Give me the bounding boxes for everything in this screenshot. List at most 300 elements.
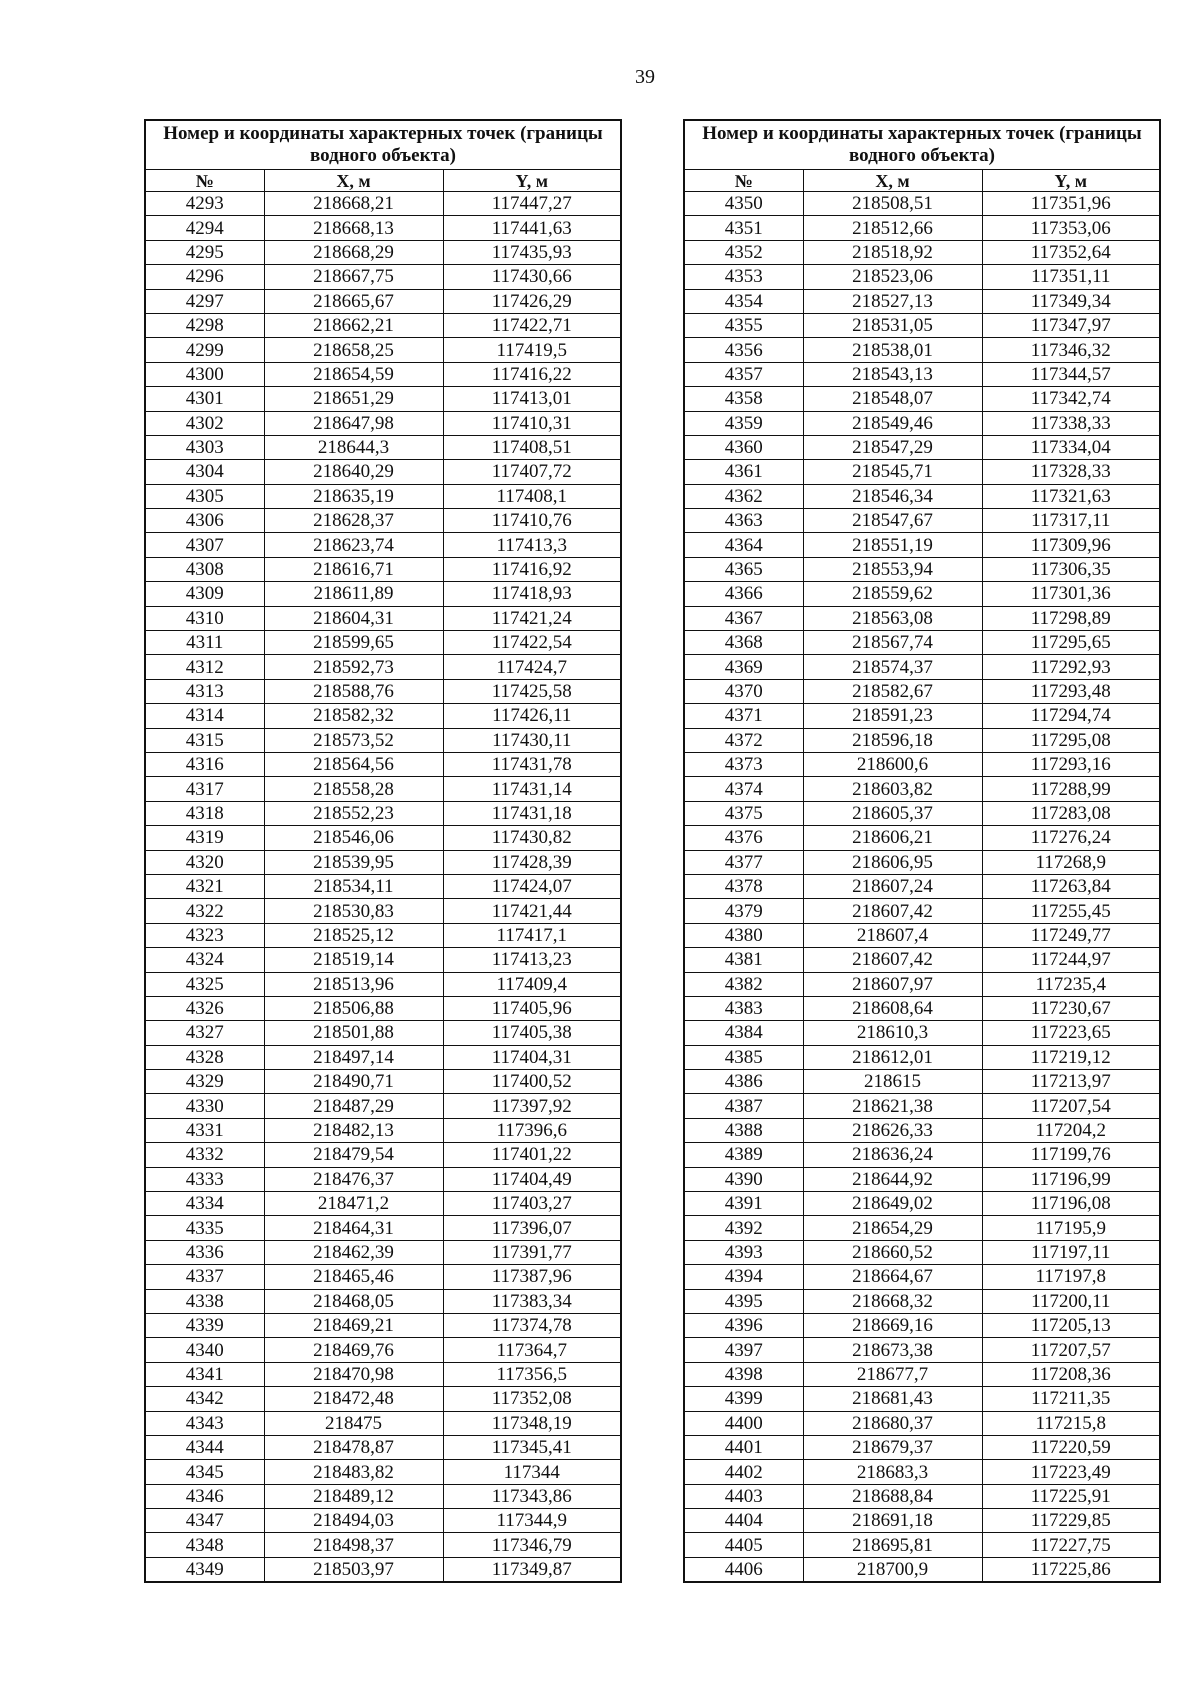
table-row bbox=[684, 801, 1160, 825]
point-number-cell: 4309 bbox=[145, 582, 264, 606]
y-coordinate-cell: 117387,96 bbox=[443, 1265, 621, 1289]
x-coordinate-cell: 218668,32 bbox=[803, 1289, 982, 1313]
y-coordinate-cell: 117407,72 bbox=[443, 460, 621, 484]
x-coordinate-cell: 218628,37 bbox=[264, 509, 443, 533]
y-coordinate-cell: 117346,79 bbox=[443, 1533, 621, 1557]
point-number-cell: 4389 bbox=[684, 1143, 803, 1167]
table-row bbox=[684, 240, 1160, 264]
point-number-cell: 4338 bbox=[145, 1289, 264, 1313]
x-coordinate-cell: 218508,51 bbox=[803, 192, 982, 216]
y-coordinate-cell: 117404,31 bbox=[443, 1045, 621, 1069]
y-coordinate-cell: 117197,8 bbox=[982, 1265, 1160, 1289]
x-coordinate-cell: 218651,29 bbox=[264, 387, 443, 411]
table-row bbox=[684, 1484, 1160, 1508]
point-number-cell: 4368 bbox=[684, 631, 803, 655]
point-number-cell: 4294 bbox=[145, 216, 264, 240]
point-number-cell: 4296 bbox=[145, 265, 264, 289]
point-number-cell: 4327 bbox=[145, 1021, 264, 1045]
x-coordinate-cell: 218610,3 bbox=[803, 1021, 982, 1045]
point-number-cell: 4387 bbox=[684, 1094, 803, 1118]
x-coordinate-cell: 218479,54 bbox=[264, 1143, 443, 1167]
point-number-cell: 4310 bbox=[145, 606, 264, 630]
x-coordinate-cell: 218582,32 bbox=[264, 704, 443, 728]
point-number-cell: 4324 bbox=[145, 948, 264, 972]
x-coordinate-cell: 218506,88 bbox=[264, 996, 443, 1020]
y-coordinate-cell: 117328,33 bbox=[982, 460, 1160, 484]
x-coordinate-cell: 218611,89 bbox=[264, 582, 443, 606]
y-coordinate-cell: 117353,06 bbox=[982, 216, 1160, 240]
table-row bbox=[684, 1289, 1160, 1313]
point-number-cell: 4331 bbox=[145, 1118, 264, 1142]
point-number-cell: 4317 bbox=[145, 777, 264, 801]
y-coordinate-cell: 117430,66 bbox=[443, 265, 621, 289]
column-header-number: № bbox=[145, 170, 264, 192]
x-coordinate-cell: 218673,38 bbox=[803, 1338, 982, 1362]
x-coordinate-cell: 218668,29 bbox=[264, 240, 443, 264]
point-number-cell: 4402 bbox=[684, 1460, 803, 1484]
x-coordinate-cell: 218644,92 bbox=[803, 1167, 982, 1191]
point-number-cell: 4313 bbox=[145, 679, 264, 703]
y-coordinate-cell: 117338,33 bbox=[982, 411, 1160, 435]
x-coordinate-cell: 218668,13 bbox=[264, 216, 443, 240]
y-coordinate-cell: 117223,49 bbox=[982, 1460, 1160, 1484]
point-number-cell: 4406 bbox=[684, 1557, 803, 1582]
x-coordinate-cell: 218546,06 bbox=[264, 826, 443, 850]
point-number-cell: 4379 bbox=[684, 899, 803, 923]
table-row bbox=[145, 1021, 621, 1045]
x-coordinate-cell: 218545,71 bbox=[803, 460, 982, 484]
x-coordinate-cell: 218543,13 bbox=[803, 362, 982, 386]
table-row bbox=[145, 655, 621, 679]
x-coordinate-cell: 218607,24 bbox=[803, 874, 982, 898]
table-row bbox=[145, 826, 621, 850]
x-coordinate-cell: 218615 bbox=[803, 1070, 982, 1094]
point-number-cell: 4315 bbox=[145, 728, 264, 752]
table-row bbox=[145, 1338, 621, 1362]
point-number-cell: 4303 bbox=[145, 435, 264, 459]
y-coordinate-cell: 117416,92 bbox=[443, 557, 621, 581]
table-row bbox=[684, 1265, 1160, 1289]
table-row bbox=[145, 606, 621, 630]
x-coordinate-cell: 218539,95 bbox=[264, 850, 443, 874]
table-row bbox=[145, 1216, 621, 1240]
table-row bbox=[684, 826, 1160, 850]
x-coordinate-cell: 218612,01 bbox=[803, 1045, 982, 1069]
table-row bbox=[684, 972, 1160, 996]
y-coordinate-cell: 117344,57 bbox=[982, 362, 1160, 386]
point-number-cell: 4376 bbox=[684, 826, 803, 850]
table-row bbox=[145, 1167, 621, 1191]
table-title: Номер и координаты характерных точек (границы водного объекта) bbox=[684, 120, 1160, 170]
point-number-cell: 4363 bbox=[684, 509, 803, 533]
point-number-cell: 4341 bbox=[145, 1362, 264, 1386]
point-number-cell: 4375 bbox=[684, 801, 803, 825]
table-row bbox=[145, 1118, 621, 1142]
x-coordinate-cell: 218668,21 bbox=[264, 192, 443, 216]
table-row bbox=[684, 1460, 1160, 1484]
table-row bbox=[145, 1240, 621, 1264]
point-number-cell: 4386 bbox=[684, 1070, 803, 1094]
y-coordinate-cell: 117396,6 bbox=[443, 1118, 621, 1142]
point-number-cell: 4381 bbox=[684, 948, 803, 972]
y-coordinate-cell: 117351,11 bbox=[982, 265, 1160, 289]
table-row bbox=[684, 1362, 1160, 1386]
point-number-cell: 4329 bbox=[145, 1070, 264, 1094]
table-row bbox=[684, 1338, 1160, 1362]
y-coordinate-cell: 117317,11 bbox=[982, 509, 1160, 533]
y-coordinate-cell: 117207,54 bbox=[982, 1094, 1160, 1118]
x-coordinate-cell: 218487,29 bbox=[264, 1094, 443, 1118]
x-coordinate-cell: 218530,83 bbox=[264, 899, 443, 923]
y-coordinate-cell: 117225,86 bbox=[982, 1557, 1160, 1582]
point-number-cell: 4356 bbox=[684, 338, 803, 362]
y-coordinate-cell: 117408,1 bbox=[443, 484, 621, 508]
x-coordinate-cell: 218468,05 bbox=[264, 1289, 443, 1313]
table-row bbox=[684, 582, 1160, 606]
y-coordinate-cell: 117416,22 bbox=[443, 362, 621, 386]
point-number-cell: 4366 bbox=[684, 582, 803, 606]
x-coordinate-cell: 218621,38 bbox=[803, 1094, 982, 1118]
y-coordinate-cell: 117199,76 bbox=[982, 1143, 1160, 1167]
table-row bbox=[684, 1387, 1160, 1411]
y-coordinate-cell: 117410,31 bbox=[443, 411, 621, 435]
y-coordinate-cell: 117431,78 bbox=[443, 752, 621, 776]
x-coordinate-cell: 218644,3 bbox=[264, 435, 443, 459]
table-row bbox=[145, 1411, 621, 1435]
point-number-cell: 4318 bbox=[145, 801, 264, 825]
x-coordinate-cell: 218626,33 bbox=[803, 1118, 982, 1142]
x-coordinate-cell: 218469,76 bbox=[264, 1338, 443, 1362]
table-row bbox=[684, 752, 1160, 776]
y-coordinate-cell: 117223,65 bbox=[982, 1021, 1160, 1045]
y-coordinate-cell: 117309,96 bbox=[982, 533, 1160, 557]
y-coordinate-cell: 117348,19 bbox=[443, 1411, 621, 1435]
table-row bbox=[145, 1435, 621, 1459]
y-coordinate-cell: 117352,64 bbox=[982, 240, 1160, 264]
table-row bbox=[684, 1557, 1160, 1582]
x-coordinate-cell: 218662,21 bbox=[264, 313, 443, 337]
x-coordinate-cell: 218636,24 bbox=[803, 1143, 982, 1167]
y-coordinate-cell: 117405,96 bbox=[443, 996, 621, 1020]
y-coordinate-cell: 117410,76 bbox=[443, 509, 621, 533]
y-coordinate-cell: 117408,51 bbox=[443, 435, 621, 459]
point-number-cell: 4345 bbox=[145, 1460, 264, 1484]
point-number-cell: 4300 bbox=[145, 362, 264, 386]
table-row bbox=[145, 509, 621, 533]
point-number-cell: 4311 bbox=[145, 631, 264, 655]
table-row bbox=[145, 1192, 621, 1216]
y-coordinate-cell: 117298,89 bbox=[982, 606, 1160, 630]
point-number-cell: 4343 bbox=[145, 1411, 264, 1435]
table-row bbox=[145, 874, 621, 898]
x-coordinate-cell: 218600,6 bbox=[803, 752, 982, 776]
table-row bbox=[145, 338, 621, 362]
table-row bbox=[684, 1313, 1160, 1337]
x-coordinate-cell: 218478,87 bbox=[264, 1435, 443, 1459]
point-number-cell: 4401 bbox=[684, 1435, 803, 1459]
y-coordinate-cell: 117244,97 bbox=[982, 948, 1160, 972]
coordinates-table-left bbox=[144, 119, 622, 1583]
point-number-cell: 4399 bbox=[684, 1387, 803, 1411]
table-row bbox=[145, 948, 621, 972]
y-coordinate-cell: 117292,93 bbox=[982, 655, 1160, 679]
x-coordinate-cell: 218616,71 bbox=[264, 557, 443, 581]
table-row bbox=[145, 557, 621, 581]
x-coordinate-cell: 218647,98 bbox=[264, 411, 443, 435]
x-coordinate-cell: 218503,97 bbox=[264, 1557, 443, 1582]
point-number-cell: 4348 bbox=[145, 1533, 264, 1557]
y-coordinate-cell: 117405,38 bbox=[443, 1021, 621, 1045]
y-coordinate-cell: 117441,63 bbox=[443, 216, 621, 240]
table-row bbox=[145, 704, 621, 728]
x-coordinate-cell: 218469,21 bbox=[264, 1313, 443, 1337]
y-coordinate-cell: 117344 bbox=[443, 1460, 621, 1484]
point-number-cell: 4335 bbox=[145, 1216, 264, 1240]
y-coordinate-cell: 117321,63 bbox=[982, 484, 1160, 508]
point-number-cell: 4307 bbox=[145, 533, 264, 557]
table-row bbox=[684, 655, 1160, 679]
point-number-cell: 4297 bbox=[145, 289, 264, 313]
y-coordinate-cell: 117197,11 bbox=[982, 1240, 1160, 1264]
x-coordinate-cell: 218667,75 bbox=[264, 265, 443, 289]
x-coordinate-cell: 218553,94 bbox=[803, 557, 982, 581]
table-row bbox=[684, 777, 1160, 801]
table-row bbox=[145, 533, 621, 557]
table-row bbox=[145, 728, 621, 752]
x-coordinate-cell: 218563,08 bbox=[803, 606, 982, 630]
y-coordinate-cell: 117235,4 bbox=[982, 972, 1160, 996]
y-coordinate-cell: 117225,91 bbox=[982, 1484, 1160, 1508]
x-coordinate-cell: 218519,14 bbox=[264, 948, 443, 972]
x-coordinate-cell: 218559,62 bbox=[803, 582, 982, 606]
y-coordinate-cell: 117403,27 bbox=[443, 1192, 621, 1216]
table-row bbox=[145, 1289, 621, 1313]
y-coordinate-cell: 117196,99 bbox=[982, 1167, 1160, 1191]
table-row bbox=[145, 996, 621, 1020]
x-coordinate-cell: 218658,25 bbox=[264, 338, 443, 362]
table-row bbox=[684, 1509, 1160, 1533]
x-coordinate-cell: 218489,12 bbox=[264, 1484, 443, 1508]
y-coordinate-cell: 117428,39 bbox=[443, 850, 621, 874]
x-coordinate-cell: 218608,64 bbox=[803, 996, 982, 1020]
y-coordinate-cell: 117204,2 bbox=[982, 1118, 1160, 1142]
x-coordinate-cell: 218501,88 bbox=[264, 1021, 443, 1045]
y-coordinate-cell: 117430,11 bbox=[443, 728, 621, 752]
y-coordinate-cell: 117431,18 bbox=[443, 801, 621, 825]
table-row bbox=[684, 362, 1160, 386]
table-body bbox=[684, 192, 1160, 1583]
point-number-cell: 4378 bbox=[684, 874, 803, 898]
table-row bbox=[145, 1387, 621, 1411]
point-number-cell: 4373 bbox=[684, 752, 803, 776]
x-coordinate-cell: 218546,34 bbox=[803, 484, 982, 508]
x-coordinate-cell: 218700,9 bbox=[803, 1557, 982, 1582]
y-coordinate-cell: 117417,1 bbox=[443, 923, 621, 947]
x-coordinate-cell: 218588,76 bbox=[264, 679, 443, 703]
point-number-cell: 4337 bbox=[145, 1265, 264, 1289]
x-coordinate-cell: 218677,7 bbox=[803, 1362, 982, 1386]
table-row bbox=[145, 1045, 621, 1069]
y-coordinate-cell: 117404,49 bbox=[443, 1167, 621, 1191]
column-header-x: X, м bbox=[803, 170, 982, 192]
table-row bbox=[145, 265, 621, 289]
x-coordinate-cell: 218527,13 bbox=[803, 289, 982, 313]
y-coordinate-cell: 117263,84 bbox=[982, 874, 1160, 898]
point-number-cell: 4312 bbox=[145, 655, 264, 679]
y-coordinate-cell: 117374,78 bbox=[443, 1313, 621, 1337]
x-coordinate-cell: 218531,05 bbox=[803, 313, 982, 337]
y-coordinate-cell: 117249,77 bbox=[982, 923, 1160, 947]
point-number-cell: 4333 bbox=[145, 1167, 264, 1191]
y-coordinate-cell: 117213,97 bbox=[982, 1070, 1160, 1094]
table-row bbox=[145, 777, 621, 801]
y-coordinate-cell: 117230,67 bbox=[982, 996, 1160, 1020]
point-number-cell: 4330 bbox=[145, 1094, 264, 1118]
table-row bbox=[684, 338, 1160, 362]
table-row bbox=[145, 679, 621, 703]
table-row bbox=[684, 1143, 1160, 1167]
point-number-cell: 4388 bbox=[684, 1118, 803, 1142]
point-number-cell: 4372 bbox=[684, 728, 803, 752]
x-coordinate-cell: 218471,2 bbox=[264, 1192, 443, 1216]
y-coordinate-cell: 117356,5 bbox=[443, 1362, 621, 1386]
point-number-cell: 4352 bbox=[684, 240, 803, 264]
point-number-cell: 4397 bbox=[684, 1338, 803, 1362]
y-coordinate-cell: 117425,58 bbox=[443, 679, 621, 703]
x-coordinate-cell: 218547,67 bbox=[803, 509, 982, 533]
y-coordinate-cell: 117447,27 bbox=[443, 192, 621, 216]
point-number-cell: 4358 bbox=[684, 387, 803, 411]
y-coordinate-cell: 117276,24 bbox=[982, 826, 1160, 850]
x-coordinate-cell: 218582,67 bbox=[803, 679, 982, 703]
point-number-cell: 4383 bbox=[684, 996, 803, 1020]
x-coordinate-cell: 218548,07 bbox=[803, 387, 982, 411]
page-number: 39 bbox=[635, 66, 655, 88]
table-title: Номер и координаты характерных точек (границы водного объекта) bbox=[145, 120, 621, 170]
y-coordinate-cell: 117430,82 bbox=[443, 826, 621, 850]
point-number-cell: 4314 bbox=[145, 704, 264, 728]
x-coordinate-cell: 218691,18 bbox=[803, 1509, 982, 1533]
point-number-cell: 4369 bbox=[684, 655, 803, 679]
point-number-cell: 4339 bbox=[145, 1313, 264, 1337]
y-coordinate-cell: 117351,96 bbox=[982, 192, 1160, 216]
x-coordinate-cell: 218498,37 bbox=[264, 1533, 443, 1557]
y-coordinate-cell: 117207,57 bbox=[982, 1338, 1160, 1362]
point-number-cell: 4301 bbox=[145, 387, 264, 411]
x-coordinate-cell: 218604,31 bbox=[264, 606, 443, 630]
table-row bbox=[684, 509, 1160, 533]
x-coordinate-cell: 218640,29 bbox=[264, 460, 443, 484]
y-coordinate-cell: 117227,75 bbox=[982, 1533, 1160, 1557]
y-coordinate-cell: 117211,35 bbox=[982, 1387, 1160, 1411]
y-coordinate-cell: 117409,4 bbox=[443, 972, 621, 996]
table-row bbox=[684, 1411, 1160, 1435]
x-coordinate-cell: 218464,31 bbox=[264, 1216, 443, 1240]
point-number-cell: 4353 bbox=[684, 265, 803, 289]
x-coordinate-cell: 218591,23 bbox=[803, 704, 982, 728]
table-row bbox=[684, 192, 1160, 216]
x-coordinate-cell: 218681,43 bbox=[803, 1387, 982, 1411]
point-number-cell: 4295 bbox=[145, 240, 264, 264]
point-number-cell: 4334 bbox=[145, 1192, 264, 1216]
y-coordinate-cell: 117431,14 bbox=[443, 777, 621, 801]
y-coordinate-cell: 117413,01 bbox=[443, 387, 621, 411]
table-row bbox=[684, 728, 1160, 752]
y-coordinate-cell: 117219,12 bbox=[982, 1045, 1160, 1069]
point-number-cell: 4321 bbox=[145, 874, 264, 898]
table-row bbox=[684, 923, 1160, 947]
x-coordinate-cell: 218607,4 bbox=[803, 923, 982, 947]
point-number-cell: 4357 bbox=[684, 362, 803, 386]
y-coordinate-cell: 117294,74 bbox=[982, 704, 1160, 728]
point-number-cell: 4382 bbox=[684, 972, 803, 996]
point-number-cell: 4346 bbox=[145, 1484, 264, 1508]
x-coordinate-cell: 218606,95 bbox=[803, 850, 982, 874]
x-coordinate-cell: 218549,46 bbox=[803, 411, 982, 435]
x-coordinate-cell: 218523,06 bbox=[803, 265, 982, 289]
x-coordinate-cell: 218654,29 bbox=[803, 1216, 982, 1240]
y-coordinate-cell: 117422,71 bbox=[443, 313, 621, 337]
x-coordinate-cell: 218665,67 bbox=[264, 289, 443, 313]
x-coordinate-cell: 218525,12 bbox=[264, 923, 443, 947]
column-header-y: Y, м bbox=[982, 170, 1160, 192]
x-coordinate-cell: 218465,46 bbox=[264, 1265, 443, 1289]
y-coordinate-cell: 117215,8 bbox=[982, 1411, 1160, 1435]
y-coordinate-cell: 117283,08 bbox=[982, 801, 1160, 825]
table-row bbox=[145, 240, 621, 264]
table-row bbox=[145, 801, 621, 825]
table-row bbox=[145, 289, 621, 313]
table-row bbox=[145, 362, 621, 386]
y-coordinate-cell: 117396,07 bbox=[443, 1216, 621, 1240]
x-coordinate-cell: 218551,19 bbox=[803, 533, 982, 557]
y-coordinate-cell: 117435,93 bbox=[443, 240, 621, 264]
table-row bbox=[684, 387, 1160, 411]
x-coordinate-cell: 218482,13 bbox=[264, 1118, 443, 1142]
table-row bbox=[145, 216, 621, 240]
point-number-cell: 4371 bbox=[684, 704, 803, 728]
table-row bbox=[145, 1484, 621, 1508]
x-coordinate-cell: 218497,14 bbox=[264, 1045, 443, 1069]
y-coordinate-cell: 117401,22 bbox=[443, 1143, 621, 1167]
table-row bbox=[145, 460, 621, 484]
x-coordinate-cell: 218475 bbox=[264, 1411, 443, 1435]
x-coordinate-cell: 218680,37 bbox=[803, 1411, 982, 1435]
table-row bbox=[684, 606, 1160, 630]
point-number-cell: 4319 bbox=[145, 826, 264, 850]
point-number-cell: 4347 bbox=[145, 1509, 264, 1533]
table-row bbox=[145, 582, 621, 606]
point-number-cell: 4342 bbox=[145, 1387, 264, 1411]
table-row bbox=[684, 874, 1160, 898]
x-coordinate-cell: 218669,16 bbox=[803, 1313, 982, 1337]
table-row bbox=[684, 899, 1160, 923]
table-row bbox=[684, 850, 1160, 874]
point-number-cell: 4328 bbox=[145, 1045, 264, 1069]
y-coordinate-cell: 117344,9 bbox=[443, 1509, 621, 1533]
table-row bbox=[684, 1045, 1160, 1069]
table-row bbox=[684, 948, 1160, 972]
x-coordinate-cell: 218607,97 bbox=[803, 972, 982, 996]
table-row bbox=[684, 996, 1160, 1020]
x-coordinate-cell: 218635,19 bbox=[264, 484, 443, 508]
y-coordinate-cell: 117422,54 bbox=[443, 631, 621, 655]
y-coordinate-cell: 117195,9 bbox=[982, 1216, 1160, 1240]
x-coordinate-cell: 218567,74 bbox=[803, 631, 982, 655]
table-row bbox=[684, 1118, 1160, 1142]
table-row bbox=[145, 899, 621, 923]
x-coordinate-cell: 218483,82 bbox=[264, 1460, 443, 1484]
